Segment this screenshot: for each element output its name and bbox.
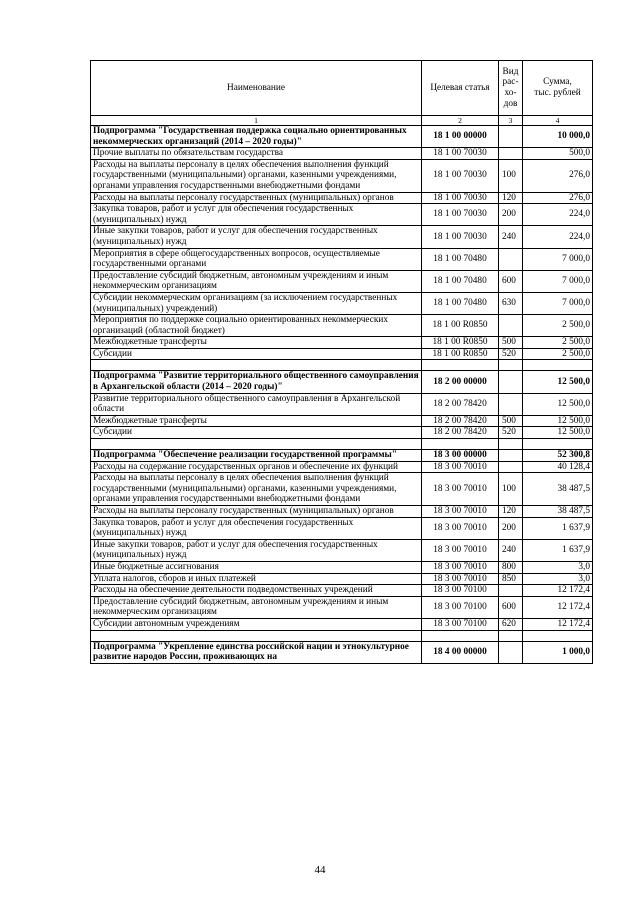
row-expense-type: [499, 315, 523, 337]
row-target-article: 18 2 00 00000: [422, 371, 499, 393]
row-name: Иные закупки товаров, работ и услуг для обеспечения государственных (муниципальных) нужд: [91, 539, 422, 561]
table-spacer-row: [91, 630, 593, 641]
spacer-cell: [523, 439, 593, 450]
row-target-article: 18 2 00 78420: [422, 393, 499, 415]
row-sum: 52 300,8: [523, 450, 593, 462]
row-expense-type: 500: [499, 337, 523, 349]
row-name: Предоставление субсидий бюджетным, автономным учреждениям и иным некоммерческим организациям: [91, 596, 422, 618]
row-target-article: 18 2 00 78420: [422, 415, 499, 427]
row-name: Подпрограмма "Развитие территориального общественного самоуправления в Архангельской области (2014 – 2020 годы)": [91, 371, 422, 393]
row-target-article: 18 1 00 70480: [422, 248, 499, 270]
spacer-cell: [499, 360, 523, 371]
row-target-article: 18 3 00 00000: [422, 450, 499, 462]
spacer-cell: [422, 360, 499, 371]
row-expense-type: 100: [499, 473, 523, 506]
header-name: Наименование: [91, 61, 422, 116]
table-row: [91, 618, 593, 630]
row-name: Подпрограмма "Государственная поддержка социально ориентированных некоммерческих организаций (2014 – 2020 годы)": [91, 126, 422, 148]
row-target-article: 18 1 00 70030: [422, 226, 499, 248]
table-row: [91, 427, 593, 439]
spacer-cell: [523, 360, 593, 371]
row-name: Расходы на выплаты персоналу государственных (муниципальных) органов: [91, 192, 422, 204]
table-row: [91, 348, 593, 360]
header-expense-type: [499, 61, 523, 116]
spacer-cell: [91, 439, 422, 450]
row-target-article: 18 3 00 70010: [422, 473, 499, 506]
row-sum: 12 500,0: [523, 427, 593, 439]
row-expense-type: 200: [499, 204, 523, 226]
row-name: Расходы на обеспечение деятельности подведомственных учреждений: [91, 585, 422, 597]
row-sum: 12 500,0: [523, 393, 593, 415]
table-spacer-row: [91, 360, 593, 371]
row-sum: 276,0: [523, 192, 593, 204]
row-name: Субсидии: [91, 427, 422, 439]
spacer-cell: [422, 439, 499, 450]
row-expense-type: 600: [499, 596, 523, 618]
row-name: Субсидии автономным учреждениям: [91, 618, 422, 630]
row-target-article: 18 1 00 70480: [422, 270, 499, 292]
spacer-cell: [499, 439, 523, 450]
row-sum: 2 500,0: [523, 337, 593, 349]
row-sum: 38 487,5: [523, 506, 593, 518]
row-expense-type: 800: [499, 561, 523, 573]
header-line: дов: [503, 98, 518, 109]
row-sum: 10 000,0: [523, 126, 593, 148]
row-expense-type: 630: [499, 292, 523, 314]
row-expense-type: 200: [499, 517, 523, 539]
table-row: [91, 473, 593, 506]
row-sum: 3,0: [523, 561, 593, 573]
table-spacer-row: [91, 439, 593, 450]
row-sum: 12 500,0: [523, 371, 593, 393]
row-name: Закупка товаров, работ и услуг для обеспечения государственных (муниципальных) нужд: [91, 517, 422, 539]
row-expense-type: 100: [499, 159, 523, 192]
table-row: [91, 315, 593, 337]
row-name: Подпрограмма "Обеспечение реализации государственной программы": [91, 450, 422, 462]
row-sum: 12 172,4: [523, 618, 593, 630]
table-row: [91, 415, 593, 427]
row-target-article: 18 3 00 70100: [422, 596, 499, 618]
row-target-article: 18 3 00 70010: [422, 539, 499, 561]
row-expense-type: [499, 148, 523, 160]
row-target-article: 18 3 00 70100: [422, 618, 499, 630]
column-number-1: 1: [91, 116, 422, 126]
table-row: [91, 270, 593, 292]
row-expense-type: [499, 126, 523, 148]
row-name: Мероприятия по поддержке социально ориентированных некоммерческих организаций (областной бюджет): [91, 315, 422, 337]
table-row: [91, 596, 593, 618]
row-expense-type: 120: [499, 192, 523, 204]
row-name: Межбюджетные трансферты: [91, 415, 422, 427]
row-target-article: 18 1 00 70480: [422, 292, 499, 314]
row-name: Развитие территориального общественного самоуправления в Архангельской области: [91, 393, 422, 415]
column-number-4: 4: [523, 116, 593, 126]
table-row: [91, 517, 593, 539]
column-number-2: 2: [422, 116, 499, 126]
budget-table: [90, 60, 593, 664]
row-sum: 7 000,0: [523, 248, 593, 270]
table-row: [91, 248, 593, 270]
table-row: [91, 292, 593, 314]
row-target-article: 18 1 00 70030: [422, 192, 499, 204]
row-sum: 12 172,4: [523, 596, 593, 618]
spacer-cell: [91, 630, 422, 641]
row-name: Расходы на выплаты персоналу государственных (муниципальных) органов: [91, 506, 422, 518]
table-row: [91, 192, 593, 204]
spacer-cell: [422, 630, 499, 641]
row-target-article: 18 4 00 00000: [422, 641, 499, 663]
row-name: Иные закупки товаров, работ и услуг для обеспечения государственных (муниципальных) нужд: [91, 226, 422, 248]
row-expense-type: [499, 461, 523, 473]
row-sum: 7 000,0: [523, 292, 593, 314]
row-sum: 7 000,0: [523, 270, 593, 292]
budget-table-body: [91, 61, 593, 664]
table-row: [91, 539, 593, 561]
row-expense-type: 520: [499, 427, 523, 439]
row-expense-type: 120: [499, 506, 523, 518]
table-row: [91, 226, 593, 248]
table-row: [91, 573, 593, 585]
row-name: Закупка товаров, работ и услуг для обеспечения государственных (муниципальных) нужд: [91, 204, 422, 226]
row-sum: 1 637,9: [523, 539, 593, 561]
subprogram-row: [91, 126, 593, 148]
spacer-cell: [523, 630, 593, 641]
header-line: хо-: [504, 88, 517, 98]
row-target-article: 18 2 00 78420: [422, 427, 499, 439]
row-expense-type: [499, 393, 523, 415]
row-sum: 38 487,5: [523, 473, 593, 506]
table-row: [91, 561, 593, 573]
header-line: рас-: [502, 77, 519, 88]
row-name: Расходы на содержание государственных органов и обеспечение их функций: [91, 461, 422, 473]
row-name: Расходы на выплаты персоналу в целях обеспечения выполнения функций государственными (муниципальными) органами, казенными учреждениями, органами управления государственными внебюджетными фондами: [91, 159, 422, 192]
page-number: 44: [314, 864, 326, 876]
table-row: [91, 204, 593, 226]
row-expense-type: 500: [499, 415, 523, 427]
table-row: [91, 337, 593, 349]
row-name: Мероприятия в сфере общегосударственных вопросов, осуществляемые государственными органами: [91, 248, 422, 270]
row-name: Межбюджетные трансферты: [91, 337, 422, 349]
row-name: Расходы на выплаты персоналу в целях обеспечения выполнения функций государственными (муниципальными) органами, казенными учреждениями, органами управления государственными внебюджетными фондами: [91, 473, 422, 506]
row-expense-type: 520: [499, 348, 523, 360]
row-target-article: 18 1 00 70030: [422, 148, 499, 160]
row-target-article: 18 3 00 70010: [422, 561, 499, 573]
row-expense-type: 620: [499, 618, 523, 630]
row-expense-type: [499, 450, 523, 462]
row-expense-type: 850: [499, 573, 523, 585]
subprogram-row: [91, 450, 593, 462]
row-target-article: 18 3 00 70100: [422, 585, 499, 597]
header-line: Вид: [502, 66, 519, 77]
table-row: [91, 159, 593, 192]
table-row: [91, 393, 593, 415]
row-target-article: 18 1 00 R0850: [422, 337, 499, 349]
header-sum: [523, 61, 593, 116]
row-target-article: 18 3 00 70010: [422, 517, 499, 539]
row-expense-type: [499, 585, 523, 597]
row-sum: 224,0: [523, 226, 593, 248]
row-target-article: 18 1 00 R0850: [422, 315, 499, 337]
table-column-numbers-row: [91, 116, 593, 126]
row-expense-type: 600: [499, 270, 523, 292]
row-name: Субсидии некоммерческим организациям (за исключением государственных (муниципальных) учреждений): [91, 292, 422, 314]
row-target-article: 18 1 00 70030: [422, 204, 499, 226]
row-sum: 40 128,4: [523, 461, 593, 473]
column-number-3: 3: [499, 116, 523, 126]
row-expense-type: 240: [499, 539, 523, 561]
row-sum: 1 000,0: [523, 641, 593, 663]
row-sum: 2 500,0: [523, 315, 593, 337]
spacer-cell: [499, 630, 523, 641]
row-name: Уплата налогов, сборов и иных платежей: [91, 573, 422, 585]
row-target-article: 18 1 00 R0850: [422, 348, 499, 360]
spacer-cell: [91, 360, 422, 371]
table-row: [91, 506, 593, 518]
row-sum: 12 172,4: [523, 585, 593, 597]
header-target-article: Целевая статья: [422, 61, 499, 116]
table-row: [91, 148, 593, 160]
row-sum: 224,0: [523, 204, 593, 226]
row-sum: 12 500,0: [523, 415, 593, 427]
subprogram-row: [91, 641, 593, 663]
row-expense-type: [499, 371, 523, 393]
row-expense-type: [499, 641, 523, 663]
row-sum: 2 500,0: [523, 348, 593, 360]
row-target-article: 18 1 00 00000: [422, 126, 499, 148]
row-expense-type: [499, 248, 523, 270]
row-sum: 3,0: [523, 573, 593, 585]
row-sum: 276,0: [523, 159, 593, 192]
row-name: Прочие выплаты по обязательствам государства: [91, 148, 422, 160]
row-target-article: 18 3 00 70010: [422, 461, 499, 473]
subprogram-row: [91, 371, 593, 393]
row-name: Предоставление субсидий бюджетным, автономным учреждениям и иным некоммерческим организациям: [91, 270, 422, 292]
header-line: Сумма,: [543, 77, 572, 88]
row-target-article: 18 1 00 70030: [422, 159, 499, 192]
row-name: Иные бюджетные ассигнования: [91, 561, 422, 573]
table-row: [91, 585, 593, 597]
row-name: Подпрограмма "Укрепление единства российской нации и этнокультурное развитие народов России, проживающих на: [91, 641, 422, 663]
row-sum: 500,0: [523, 148, 593, 160]
row-expense-type: 240: [499, 226, 523, 248]
row-sum: 1 637,9: [523, 517, 593, 539]
table-header-row: [91, 61, 593, 116]
header-line: тыс. рублей: [534, 88, 581, 98]
table-row: [91, 461, 593, 473]
row-target-article: 18 3 00 70010: [422, 506, 499, 518]
row-target-article: 18 3 00 70010: [422, 573, 499, 585]
row-name: Субсидии: [91, 348, 422, 360]
